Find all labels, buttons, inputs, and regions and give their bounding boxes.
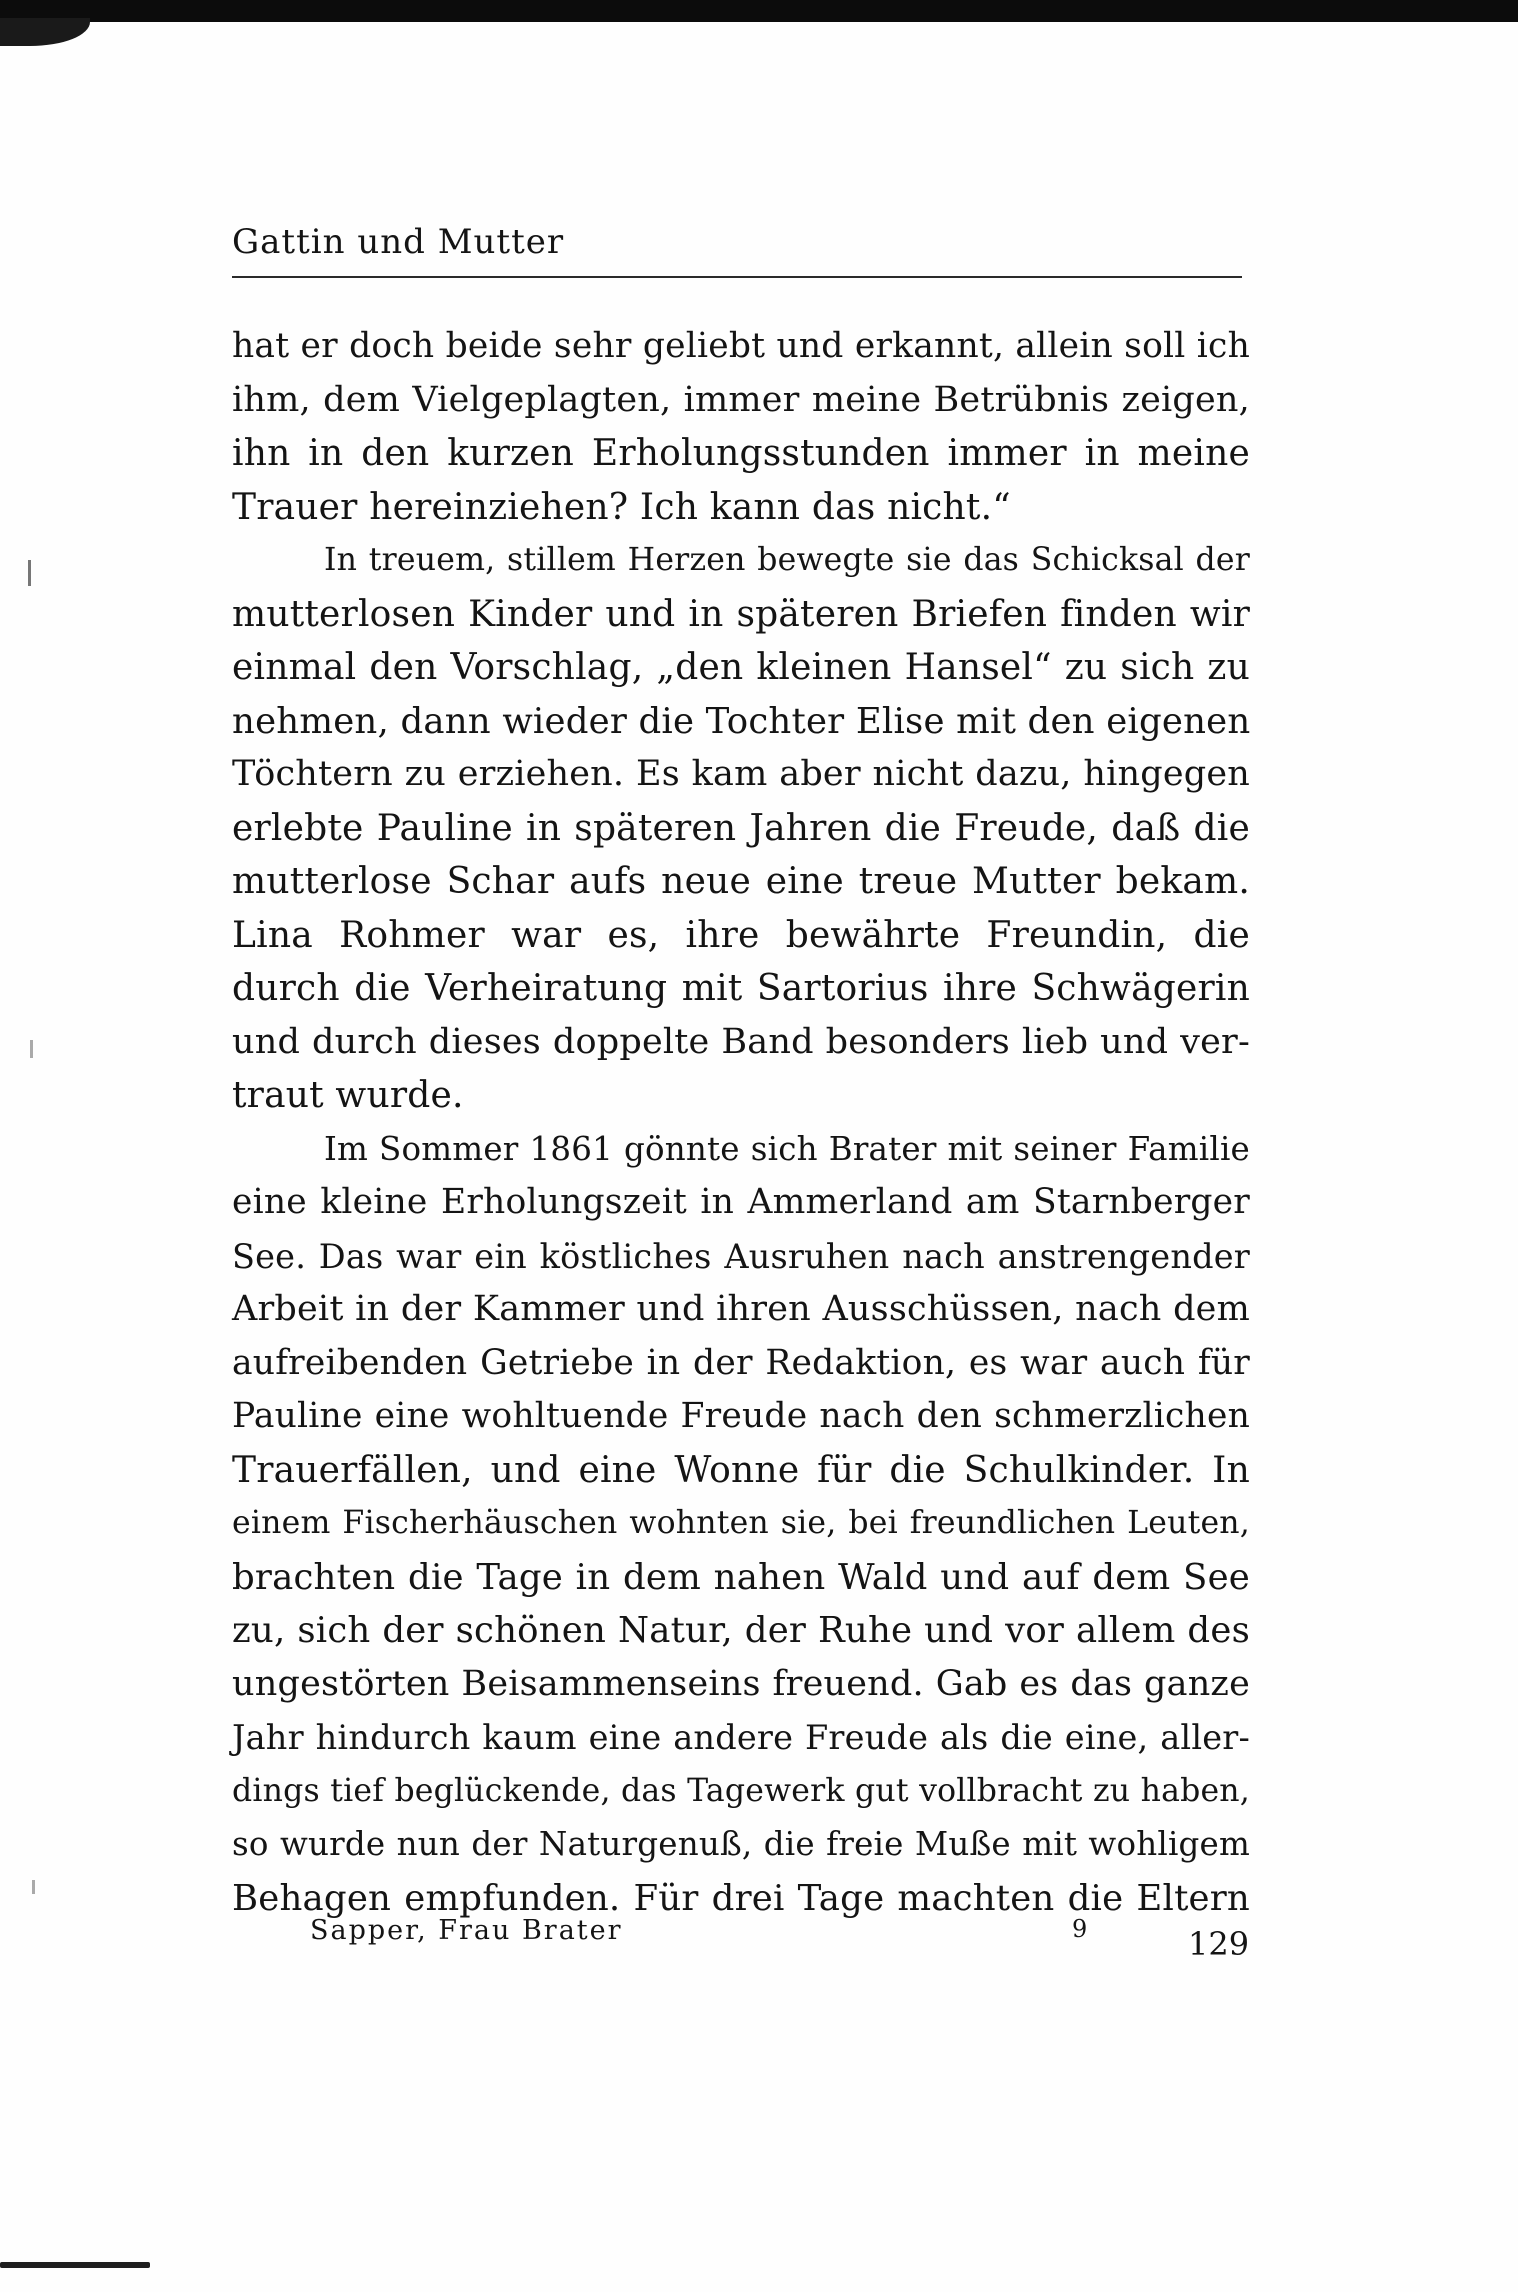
text-line: Töchtern zu erziehen. Es kam aber nicht dazu, hingegen <box>232 754 1250 794</box>
text-line: traut wurde. <box>232 1075 464 1116</box>
text-line: ihm, dem Vielgeplagten, immer meine Betrübnis zeigen, <box>232 379 1250 420</box>
text-line: Jahr hindurch kaum eine andere Freude als die eine, aller- <box>232 1718 1250 1757</box>
text-line: ihn in den kurzen Erholungsstunden immer in meine <box>232 433 1250 474</box>
text-line: Arbeit in der Kammer und ihren Ausschüssen, nach dem <box>232 1289 1250 1329</box>
text-line: Lina Rohmer war es, ihre bewährte Freundin, die <box>232 914 1250 956</box>
sheet-number: 9 <box>1072 1915 1088 1943</box>
text-line: Pauline eine wohltuende Freude nach den schmerzlichen <box>232 1396 1250 1436</box>
text-line: Trauer hereinziehen? Ich kann das nicht.“ <box>232 486 1011 528</box>
body-text <box>232 320 1250 1925</box>
text-line: hat er doch beide sehr geliebt und erkannt, allein soll ich <box>232 326 1250 366</box>
scan-speck <box>28 560 31 586</box>
scan-bottom-mark <box>0 2262 150 2268</box>
running-title: Gattin und Mutter <box>232 222 565 262</box>
page-number: 129 <box>1188 1925 1250 1963</box>
scan-top-edge <box>0 0 1518 22</box>
text-line: nehmen, dann wieder die Tochter Elise mit den eigenen <box>232 700 1251 742</box>
text-line: aufreibenden Getriebe in der Redaktion, es war auch für <box>232 1342 1250 1383</box>
text-line: Behagen empfunden. Für drei Tage machten die Eltern <box>232 1877 1250 1919</box>
text-line: eine kleine Erholungszeit in Ammerland am Starnberger <box>232 1182 1250 1222</box>
text-line: Trauerfällen, und eine Wonne für die Schulkinder. In <box>232 1449 1250 1491</box>
text-line: See. Das war ein köstliches Ausruhen nach anstrengender <box>232 1236 1250 1276</box>
text-line: mutterlose Schar aufs neue eine treue Mutter bekam. <box>232 861 1250 902</box>
scan-speck <box>30 1040 33 1058</box>
printer-signature: Sapper, Frau Brater <box>310 1915 623 1946</box>
text-line: durch die Verheiratung mit Sartorius ihre Schwägerin <box>232 968 1250 1009</box>
text-line: mutterlosen Kinder und in späteren Briefen finden wir <box>232 593 1250 635</box>
text-line: erlebte Pauline in späteren Jahren die Freude, daß die <box>232 807 1250 849</box>
text-line: In treuem, stillem Herzen bewegte sie das Schicksal der <box>324 542 1250 578</box>
text-line: dings tief beglückende, das Tagewerk gut vollbracht zu haben, <box>232 1772 1250 1809</box>
text-line: einmal den Vorschlag, „den kleinen Hansel“ zu sich zu <box>232 647 1250 688</box>
text-line: Im Sommer 1861 gönnte sich Brater mit seiner Familie <box>324 1129 1250 1168</box>
text-line: so wurde nun der Naturgenuß, die freie Muße mit wohligem <box>232 1825 1250 1863</box>
scan-speck <box>32 1880 35 1894</box>
text-line: zu, sich der schönen Natur, der Ruhe und vor allem des <box>232 1610 1250 1651</box>
text-line: einem Fischerhäuschen wohnten sie, bei freundlichen Leuten, <box>232 1505 1250 1541</box>
text-line: ungestörten Beisammenseins freuend. Gab es das ganze <box>232 1663 1250 1704</box>
scan-smudge <box>0 18 90 46</box>
page-footer <box>232 1915 1250 1965</box>
text-line: und durch dieses doppelte Band besonders lieb und ver- <box>232 1021 1250 1062</box>
running-header <box>232 218 1242 278</box>
text-line: brachten die Tage in dem nahen Wald und auf dem See <box>232 1556 1250 1598</box>
